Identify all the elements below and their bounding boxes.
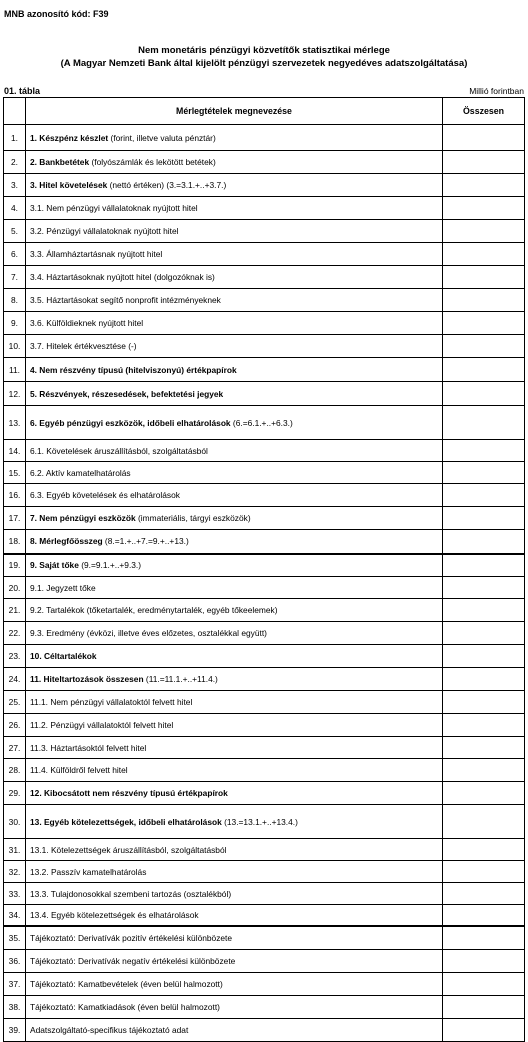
item-label-text: 9.1. Jegyzett tőke [30,582,96,593]
row-number: 14. [4,440,26,462]
total-value-cell[interactable] [443,782,525,805]
item-label-text: Tájékoztató: Derivatívák pozitív értékelési különbözete [30,932,233,943]
table-row [4,406,525,440]
unit-label: Millió forintban [469,86,524,96]
item-label-bold: 4. Nem részvény típusú (hitelviszonyú) értékpapírok [30,364,237,375]
item-label [26,839,443,861]
form-code: MNB azonosító kód: F39 [4,9,109,19]
item-label [26,759,443,782]
row-number: 26. [4,714,26,737]
item-label-text: 3.4. Háztartásoknak nyújtott hitel (dolgozóknak is) [30,272,215,282]
table-row [4,577,525,599]
table-row [4,905,525,926]
row-number: 7. [4,266,26,289]
item-label-text: 3.5. Háztartásokat segítő nonprofit intézményeknek [30,295,221,305]
row-number: 5. [4,220,26,243]
item-label [26,151,443,174]
table-row [4,1019,525,1042]
table-row [4,382,525,406]
row-number: 4. [4,197,26,220]
item-label-text: Tájékoztató: Kamatbevételek (éven belül halmozott) [30,979,223,989]
item-label-text: (immateriális, tárgyi eszközök) [135,513,251,523]
total-value-cell[interactable] [443,577,525,599]
item-label [26,266,443,289]
item-label [26,462,443,484]
item-label-text: 13.3. Tulajdonosokkal szembeni tartozás (osztalékból) [30,888,232,899]
item-label [26,554,443,577]
table-row [4,289,525,312]
row-number: 21. [4,599,26,622]
row-number: 2. [4,151,26,174]
item-label [26,645,443,668]
row-number: 30. [4,805,26,839]
item-label [26,782,443,805]
row-number: 35. [4,926,26,950]
item-label [26,622,443,645]
item-label-text: Adatszolgáltató-specifikus tájékoztató adat [30,1025,189,1035]
row-number: 12. [4,382,26,406]
total-value-cell[interactable] [443,440,525,462]
item-label [26,440,443,462]
row-number: 18. [4,530,26,554]
total-value-cell[interactable] [443,530,525,554]
table-row [4,926,525,950]
item-label [26,220,443,243]
total-value-cell[interactable] [443,737,525,759]
item-label [26,577,443,599]
total-value-cell[interactable] [443,197,525,220]
item-label-text: Tájékoztató: Kamatkiadások (éven belül halmozott) [30,1002,220,1012]
item-label-bold: 13. Egyéb kötelezettségek, időbeli elhatárolások [30,816,222,827]
row-number: 9. [4,312,26,335]
item-label [26,668,443,691]
item-label-text: 11.1. Nem pénzügyi vállalatoktól felvett hitel [30,697,193,707]
total-value-cell[interactable] [443,312,525,335]
item-label [26,312,443,335]
item-label [26,530,443,554]
item-label [26,197,443,220]
total-value-cell[interactable] [443,335,525,358]
item-label [26,507,443,530]
total-value-cell[interactable] [443,151,525,174]
table-row [4,645,525,668]
row-number: 11. [4,358,26,382]
table-row [4,266,525,289]
row-number: 19. [4,554,26,577]
row-number: 38. [4,996,26,1019]
item-label-text: 3.3. Államháztartásnak nyújtott hitel [30,249,163,259]
item-label [26,996,443,1019]
row-number: 13. [4,406,26,440]
total-value-cell[interactable] [443,691,525,714]
item-label-text: 3.6. Külföldieknek nyújtott hitel [30,318,144,328]
item-label [26,905,443,926]
row-number: 27. [4,737,26,759]
table-body [4,125,525,1042]
row-number: 32. [4,861,26,883]
item-label-text: (13.=13.1.+..+13.4.) [221,816,298,827]
table-row [4,996,525,1019]
table-label: 01. tábla [4,86,41,96]
item-label-bold: 12. Kibocsátott nem részvény típusú értékpapírok [30,788,228,798]
total-value-cell[interactable] [443,973,525,996]
row-number: 25. [4,691,26,714]
item-label-text: 3.7. Hitelek értékvesztése (-) [30,341,137,351]
row-number: 28. [4,759,26,782]
table-row [4,243,525,266]
item-label-text: 11.4. Külföldről felvett hitel [30,765,128,775]
row-number: 33. [4,883,26,905]
item-label-text: 13.4. Egyéb kötelezettségek és elhatárolások [30,909,199,920]
item-label-text: (9.=9.1.+..+9.3.) [78,560,142,571]
item-label [26,737,443,759]
total-value-cell[interactable] [443,484,525,507]
item-label-text: 11.3. Háztartásoktól felvett hitel [30,742,147,753]
item-label [26,599,443,622]
item-label [26,926,443,950]
item-label-text: (6.=6.1.+..+6.3.) [230,417,293,428]
table-row [4,839,525,861]
table-row [4,805,525,839]
item-label-text: Tájékoztató: Derivatívák negatív értékelési különbözete [30,956,236,966]
total-value-cell[interactable] [443,668,525,691]
row-number: 6. [4,243,26,266]
row-number: 22. [4,622,26,645]
total-value-cell[interactable] [443,358,525,382]
row-number: 34. [4,905,26,926]
row-number: 3. [4,174,26,197]
item-label [26,382,443,406]
table-row [4,883,525,905]
table-row [4,530,525,554]
row-number: 37. [4,973,26,996]
item-label-text: (folyószámlák és lekötött betétek) [89,157,216,167]
total-value-cell[interactable] [443,220,525,243]
item-label-text: 3.1. Nem pénzügyi vállalatoknak nyújtott hitel [30,203,198,213]
form-title: Nem monetáris pénzügyi közvetítők statisztikai mérlege [138,45,390,56]
table-row [4,197,525,220]
item-label [26,883,443,905]
row-number: 17. [4,507,26,530]
total-value-cell[interactable] [443,462,525,484]
item-label [26,691,443,714]
item-label [26,950,443,973]
total-value-cell[interactable] [443,554,525,577]
item-column-header: Mérlegtételek megnevezése [26,98,443,125]
total-value-cell[interactable] [443,996,525,1019]
item-label-text: 11.2. Pénzügyi vállalatoktól felvett hitel [30,720,174,730]
item-label-text: 9.2. Tartalékok (tőketartalék, eredménytartalék, egyéb tőkeelemek) [30,605,278,615]
item-label-text: 13.1. Kötelezettségek áruszállításból, szolgáltatásból [30,844,227,855]
item-label-bold: 2. Bankbetétek [30,157,90,167]
total-value-cell[interactable] [443,599,525,622]
item-label [26,714,443,737]
item-label-bold: 8. Mérlegfőösszeg [30,536,103,547]
item-label [26,861,443,883]
table-row [4,737,525,759]
row-number: 10. [4,335,26,358]
item-label-bold: 11. Hiteltartozások összesen [30,674,144,684]
total-value-cell[interactable] [443,406,525,440]
total-value-cell[interactable] [443,1019,525,1042]
table-row [4,759,525,782]
row-number-header [4,98,26,125]
item-label-bold: 6. Egyéb pénzügyi eszközök, időbeli elhatárolások [30,417,231,428]
item-label-text: (11.=11.1.+..+11.4.) [143,674,218,684]
total-value-cell[interactable] [443,125,525,151]
table-row [4,668,525,691]
item-label-bold: 1. Készpénz készlet [30,132,109,143]
total-value-cell[interactable] [443,805,525,839]
table-row [4,220,525,243]
total-value-cell[interactable] [443,905,525,926]
total-value-cell[interactable] [443,622,525,645]
table-row [4,125,525,151]
table-row [4,151,525,174]
table-row [4,440,525,462]
item-label [26,125,443,151]
table-row [4,861,525,883]
row-number: 31. [4,839,26,861]
total-value-cell[interactable] [443,950,525,973]
table-row [4,554,525,577]
row-number: 23. [4,645,26,668]
table-row [4,599,525,622]
total-value-cell[interactable] [443,289,525,312]
item-label-text: 6.3. Egyéb követelések és elhatárolások [30,490,180,500]
item-label-text: (8.=1.+..+7.=9.+..+13.) [102,536,189,547]
item-label-text: 3.2. Pénzügyi vállalatoknak nyújtott hitel [30,226,179,236]
table-row [4,312,525,335]
total-value-cell[interactable] [443,759,525,782]
item-label [26,174,443,197]
item-label-bold: 5. Részvények, részesedések, befektetési jegyek [30,388,224,399]
total-value-cell[interactable] [443,507,525,530]
table-row [4,622,525,645]
table-row [4,973,525,996]
row-number: 1. [4,125,26,151]
item-label-bold: 10. Céltartalékok [30,651,97,661]
item-label-text: 6.2. Aktív kamatelhatárolás [30,467,131,478]
row-number: 29. [4,782,26,805]
row-number: 15. [4,462,26,484]
total-value-cell[interactable] [443,243,525,266]
row-number: 39. [4,1019,26,1042]
total-value-cell[interactable] [443,714,525,737]
total-value-cell[interactable] [443,926,525,950]
item-label-text: 13.2. Passzív kamatelhatárolás [30,866,147,877]
item-label-text: 6.1. Követelések áruszállításból, szolgáltatásból [30,445,208,456]
form-subtitle: (A Magyar Nemzeti Bank által kijelölt pénzügyi szervezetek negyedéves adatszolgáltatása) [60,58,468,69]
row-number: 16. [4,484,26,507]
table-row [4,462,525,484]
total-column-header: Összesen [443,98,525,125]
table-row [4,691,525,714]
table-row [4,358,525,382]
table-row [4,950,525,973]
item-label [26,358,443,382]
item-label-text: 9.3. Eredmény (évközi, illetve éves előzetes, osztalékkal együtt) [30,628,267,638]
item-label-bold: 9. Saját tőke [30,560,79,571]
row-number: 24. [4,668,26,691]
table-row [4,507,525,530]
table-row [4,782,525,805]
item-label [26,484,443,507]
total-value-cell[interactable] [443,861,525,883]
balance-sheet-table [3,97,525,1042]
total-value-cell[interactable] [443,174,525,197]
item-label-bold: 7. Nem pénzügyi eszközök [30,513,136,523]
item-label [26,1019,443,1042]
item-label-bold: 3. Hitel követelések [30,180,108,190]
table-row [4,714,525,737]
table-row [4,484,525,507]
total-value-cell[interactable] [443,883,525,905]
item-label [26,243,443,266]
row-number: 8. [4,289,26,312]
item-label-text: (nettó értéken) (3.=3.1.+..+3.7.) [107,180,227,190]
item-label [26,289,443,312]
table-row [4,174,525,197]
item-label [26,973,443,996]
item-label [26,406,443,440]
row-number: 20. [4,577,26,599]
item-label-text: (forint, illetve valuta pénztár) [108,132,216,143]
item-label [26,805,443,839]
total-value-cell[interactable] [443,645,525,668]
total-value-cell[interactable] [443,266,525,289]
total-value-cell[interactable] [443,839,525,861]
total-value-cell[interactable] [443,382,525,406]
item-label [26,335,443,358]
table-row [4,335,525,358]
row-number: 36. [4,950,26,973]
